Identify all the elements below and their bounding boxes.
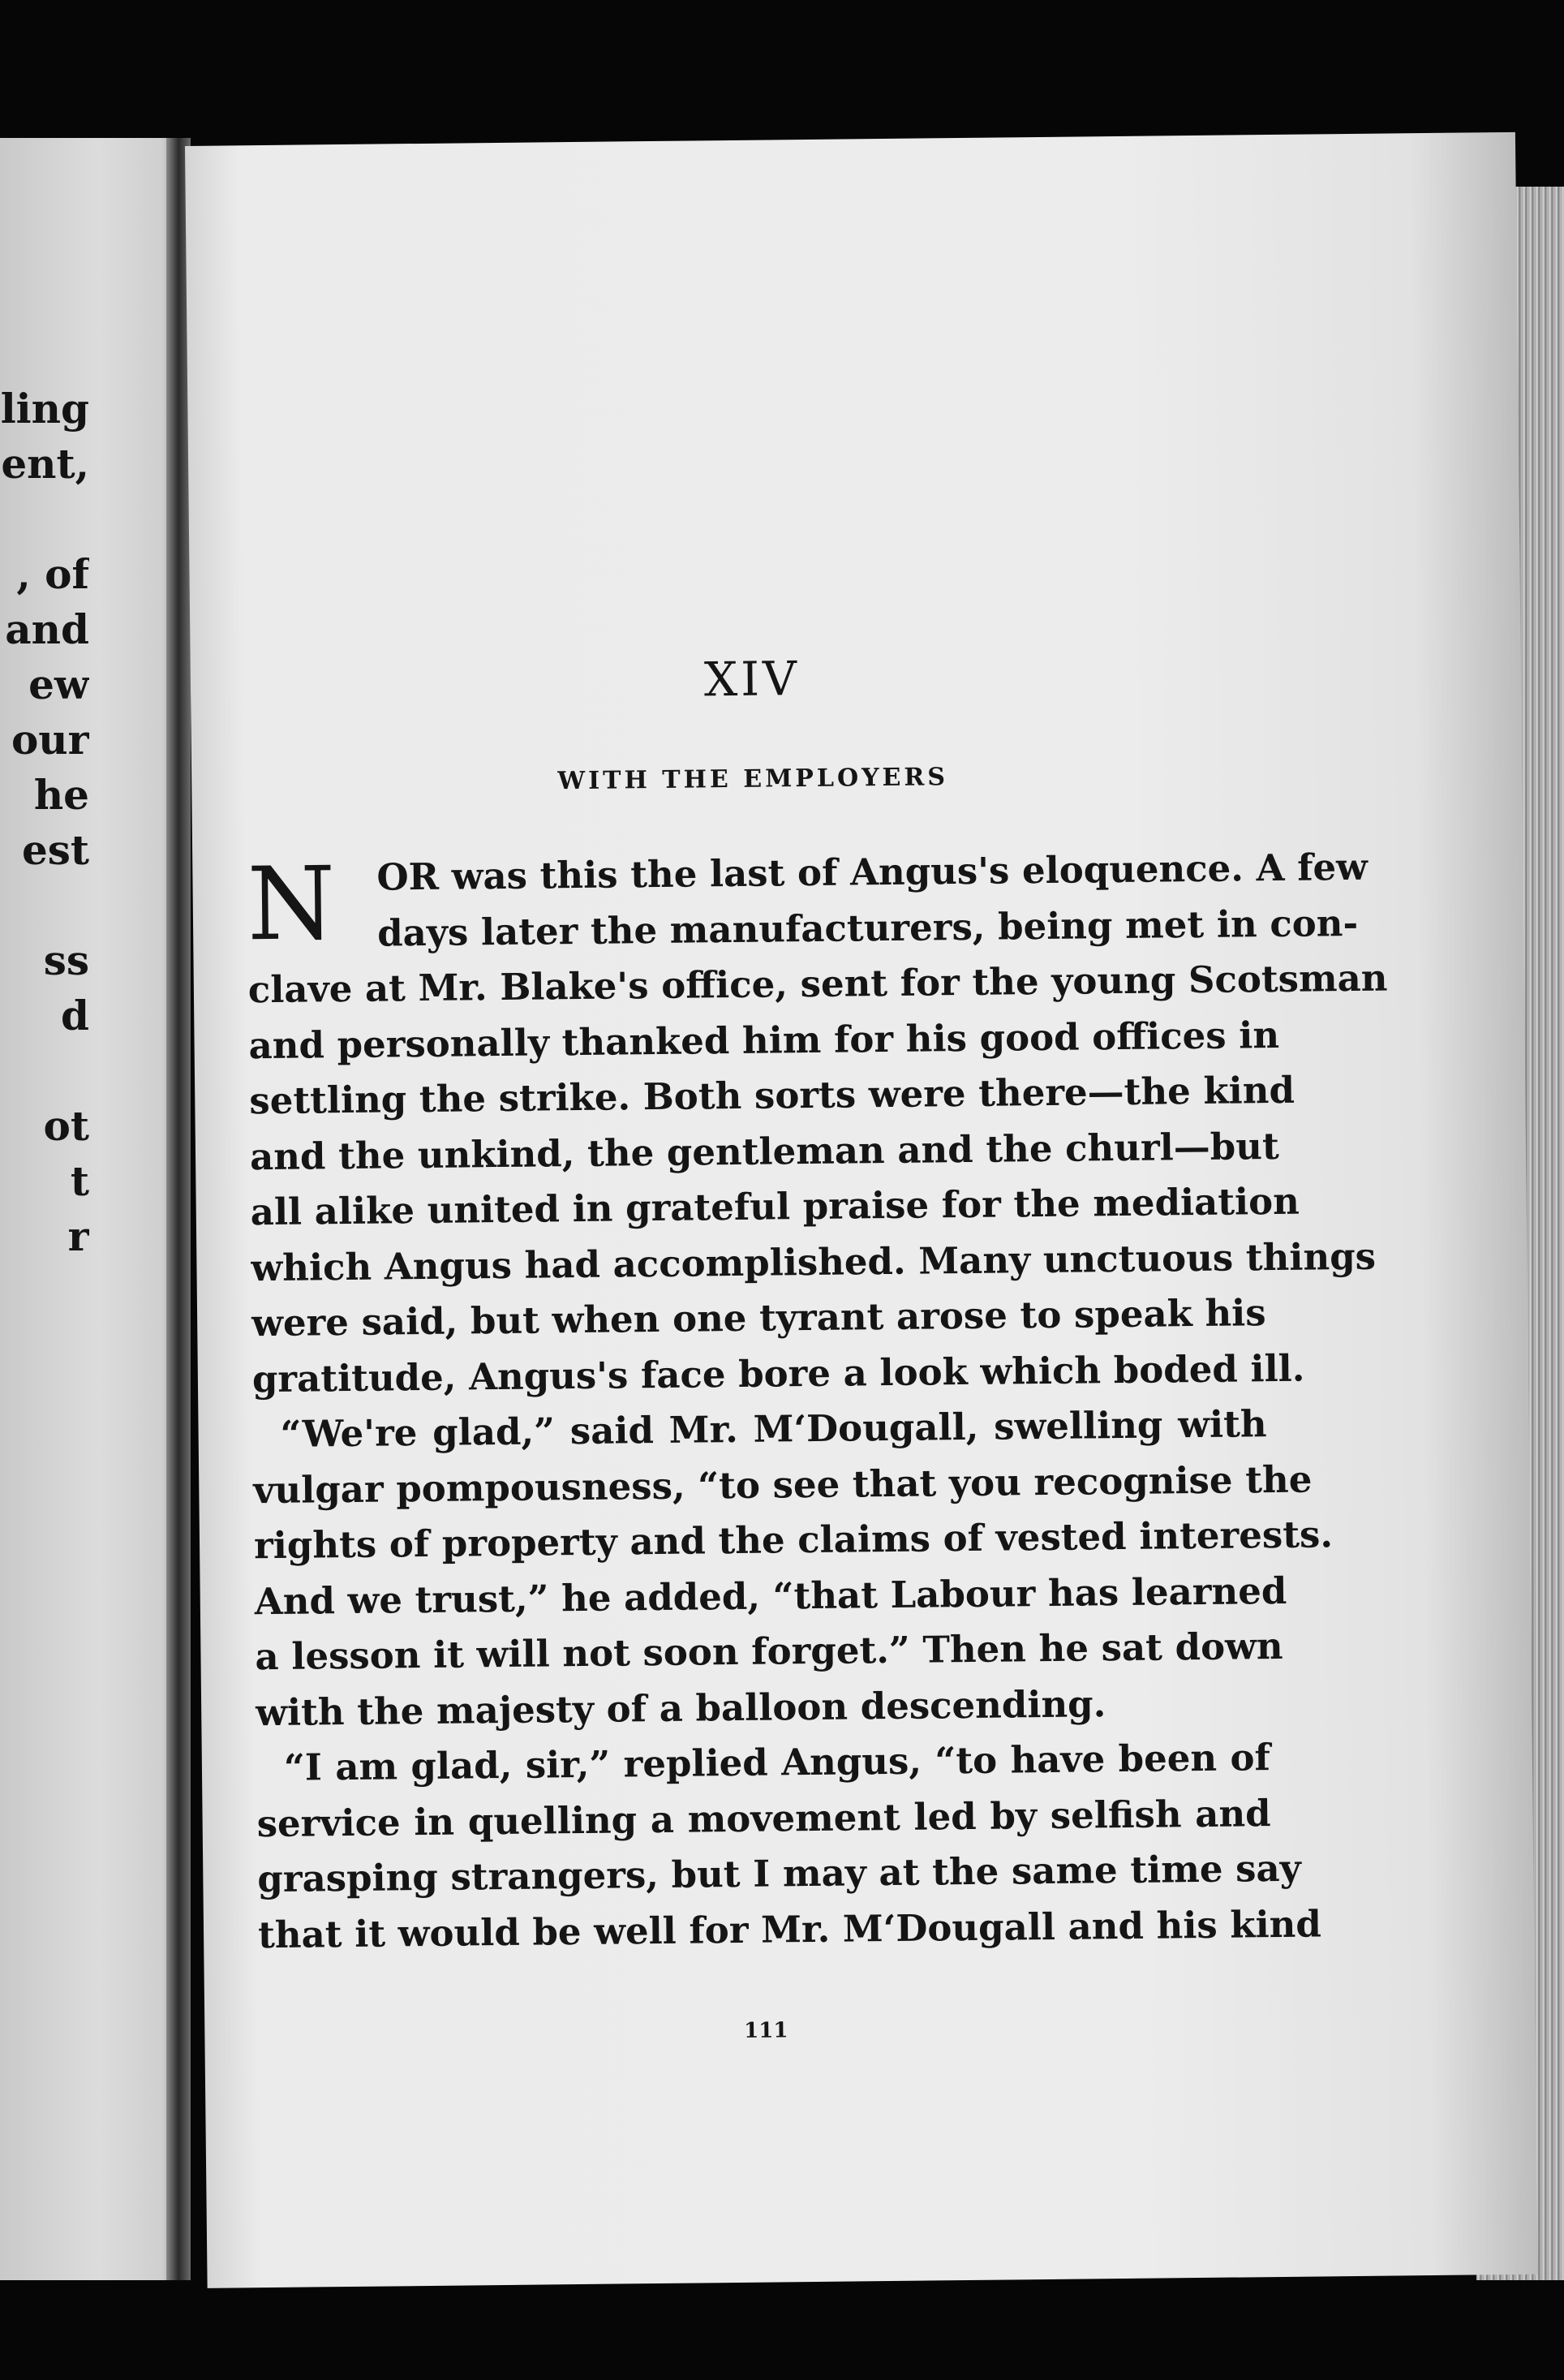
drop-cap: N <box>247 846 337 964</box>
left-fragment: est <box>21 826 89 874</box>
left-fragment: r <box>67 1212 89 1260</box>
left-fragment: ss <box>43 936 89 984</box>
text-line: which Angus had accomplished. Many unctuous things <box>251 1234 1377 1289</box>
text-line: clave at Mr. Blake's office, sent for the young Scotsman <box>247 956 1388 1012</box>
left-fragment: ent, <box>1 440 89 488</box>
text-line: and personally thanked him for his good offices in <box>248 1013 1280 1067</box>
left-fragment: ot <box>43 1102 89 1150</box>
text-line: “We're glad,” said Mr. M‘Dougall, swelling with <box>280 1402 1267 1456</box>
left-fragment <box>0 492 89 547</box>
text-line: and the unkind, the gentleman and the churl—but <box>249 1124 1279 1178</box>
text-line: days later the manufacturers, being met in con- <box>376 901 1359 955</box>
text-line: grasping strangers, but I may at the same time say <box>257 1846 1302 1901</box>
text-line: service in quelling a movement led by selfish and <box>256 1791 1271 1845</box>
text-line: And we trust,” he added, “that Labour has learned <box>254 1569 1287 1623</box>
left-fragment: d <box>61 992 89 1039</box>
book-gutter <box>166 138 191 2280</box>
chapter-number: XIV <box>703 651 801 708</box>
text-line: OR was this the last of Angus's eloquence. A few <box>376 845 1368 899</box>
text-line: with the majesty of a balloon descending. <box>255 1681 1106 1734</box>
right-page <box>185 132 1538 2288</box>
left-fragment: ling <box>0 385 89 433</box>
left-fragment: , of <box>16 550 89 598</box>
left-fragment: ew <box>28 661 89 708</box>
left-fragment: he <box>33 771 89 819</box>
text-line: that it would be well for Mr. M‘Dougall and his kind <box>257 1901 1322 1956</box>
page-text-block <box>239 135 1388 2043</box>
text-line: gratitude, Angus's face bore a look which boded ill. <box>251 1346 1305 1401</box>
left-fragment <box>0 1044 89 1099</box>
left-fragment: t <box>70 1157 89 1205</box>
page-number: 111 <box>744 2018 788 2043</box>
text-line: a lesson it will not soon forget.” Then he sat down <box>255 1624 1283 1679</box>
text-line: “I am glad, sir,” replied Angus, “to have been of <box>283 1736 1271 1789</box>
text-line: all alike united in grateful praise for the mediation <box>250 1179 1300 1234</box>
chapter-title: WITH THE EMPLOYERS <box>557 763 949 796</box>
left-fragment: our <box>11 716 89 764</box>
text-line: vulgar pompousness, “to see that you recognise the <box>253 1457 1313 1512</box>
left-page-text-fragments <box>0 381 89 1264</box>
chapter-body <box>247 841 1388 1963</box>
text-line: settling the strike. Both sorts were there—the kind <box>249 1068 1295 1123</box>
text-line: were said, but when one tyrant arose to speak his <box>251 1291 1266 1345</box>
text-line: rights of property and the claims of vested interests. <box>253 1513 1334 1568</box>
left-facing-page <box>0 138 180 2280</box>
left-fragment <box>0 878 89 933</box>
left-fragment: and <box>5 605 89 653</box>
